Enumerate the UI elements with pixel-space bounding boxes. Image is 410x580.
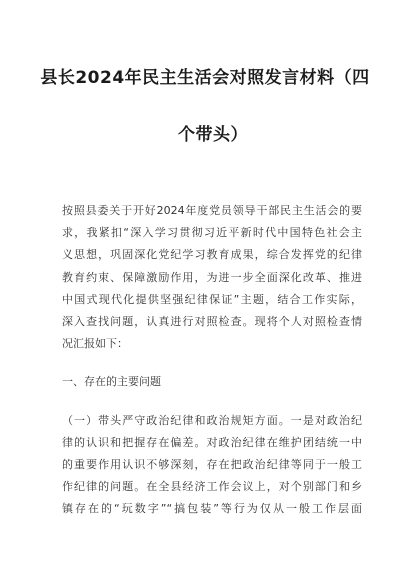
section-paragraph [62, 410, 362, 520]
intro-line: 求，我紧扣“深入学习贯彻习近平新时代中国特色社会主 [62, 226, 362, 240]
intro-line: 教育约束、保障激励作用，为进一步全面深化改革、推进 [62, 270, 362, 284]
section-line: 律的认识和把握存在偏差。对政治纪律在维护团结统一中 [62, 436, 362, 449]
intro-paragraph [62, 200, 362, 355]
intro-line: 中国式现代化提供坚强纪律保证”主题，结合工作实际， [62, 292, 362, 306]
section-line: 镇存在的“玩数字”“搞包装”等行为仅从一般工作层面 [62, 502, 362, 515]
intro-line: 深入查找问题，认真进行对照检查。现将个人对照检查情 [62, 315, 362, 329]
section-line: 作纪律的问题。在全县经济工作会议上，对个别部门和乡 [62, 480, 362, 493]
section-line: 的重要作用认识不够深刻，存在把政治纪律等同于一般工 [62, 458, 362, 471]
intro-line: 义思想，巩固深化党纪学习教育成果，综合发挥党的纪律 [62, 248, 362, 262]
section-heading: 一、存在的主要问题 [62, 375, 161, 388]
document-title-line-1: 县长2024年民主生活会对照发言材料（四 [40, 68, 370, 88]
section-line: （一）带头严守政治纪律和政治规矩方面。一是对政治纪 [62, 414, 362, 427]
document-title-line-2: 个带头） [178, 125, 248, 145]
intro-line: 按照县委关于开好2024年度党员领导干部民主生活会的要 [62, 204, 362, 217]
intro-line: 况汇报如下： [62, 337, 128, 351]
